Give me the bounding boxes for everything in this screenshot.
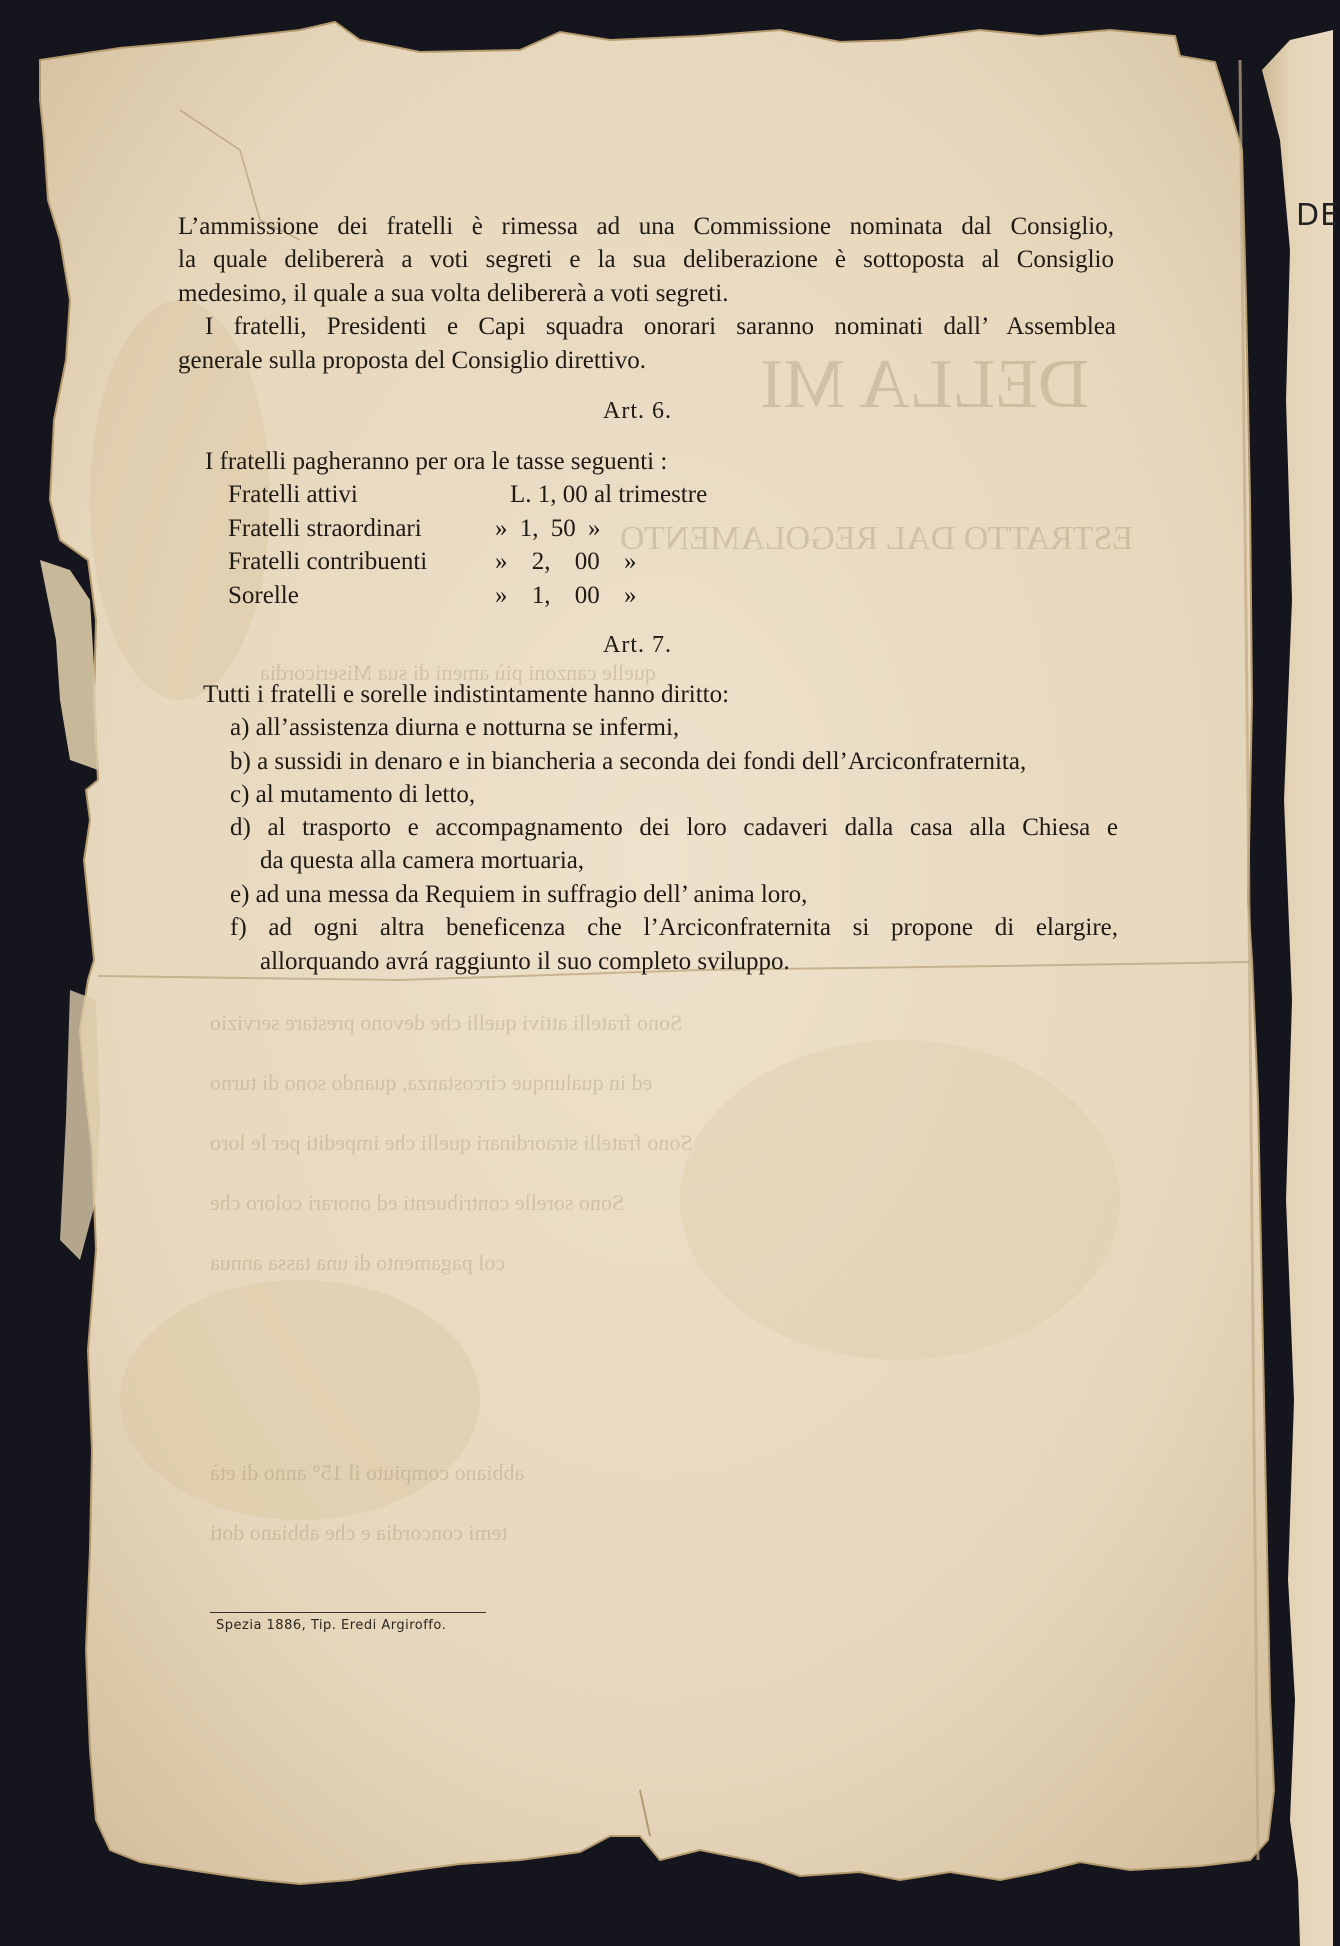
paragraph-line-5: generale sulla proposta del Consiglio direttivo.: [178, 347, 646, 374]
tax-amount-1: L. 1, 00 al trimestre: [510, 481, 708, 508]
art6-intro: I fratelli pagheranno per ora le tasse seguenti :: [205, 448, 668, 475]
art7-item-d: d) al trasporto e accompagnamento dei loro cadaveri dalla casa alla Chiesa e: [230, 814, 1118, 841]
tax-amount-2: » 1, 50 »: [495, 515, 601, 542]
art7-item-f: f) ad ogni altra beneficenza che l’Arciconfraternita si propone di elargire,: [230, 914, 1118, 941]
art7-item-c: c) al mutamento di letto,: [230, 781, 476, 808]
art6-heading: Art. 6.: [603, 398, 672, 424]
tax-amount-4: » 1, 00 »: [495, 582, 637, 609]
tax-label-4: Sorelle: [228, 582, 299, 609]
art7-item-e: e) ad una messa da Requiem in suffragio dell’ anima loro,: [230, 881, 808, 908]
tax-amount-3: » 2, 00 »: [495, 548, 637, 575]
art7-item-f-cont: allorquando avrá raggiunto il suo completo sviluppo.: [260, 948, 790, 975]
imprint-rule: [210, 1612, 486, 1613]
tax-label-2: Fratelli straordinari: [228, 515, 422, 542]
document-scene: DELLA MI ESTRATTO DAL REGOLAMENTO quelle canzoni più ameni di sua Misericordia Sono fratelli attivi quelli che devono prestare servizio ed in qualunque circostanza, quando sono di turno Sono fratelli straordinari quelli che impediti per le loro Sono sorelle contribuenti ed onorari coloro che col pagamento di una tassa annua abbiano compiuto il 15° anno di età temi concordia e che abbiano doti L’ammissione dei fratelli è rimessa ad una Commissione nominata dal Consiglio, la quale delibererà a voti segreti e la sua deliberazione è sottoposta al Consiglio medesimo, il quale a sua volta delibererà a voti segreti. I fratelli, Presidenti e Capi squadra onorari saranno nominati dall’ Assemblea generale sulla proposta del Consiglio direttivo. Art. 6. I fratelli pagheranno per ora le tasse seguenti : Fratelli attivi L. 1, 00 al trimestre Fratelli straordinari » 1, 50 » Fratelli contribuenti » 2, 00 » Sorelle » 1, 00 » Art. 7. Tutti i fratelli e sorelle indistintamente hanno diritto: a) all’assistenza diurna e notturna se infermi, b) a sussidi in denaro e in biancheria a seconda dei fondi dell’Arciconfraternita, c) al mutamento di letto, d) al trasporto e accompagnamento dei loro cadaveri dalla casa alla Chiesa e da questa alla camera mortuaria, e) ad una messa da Requiem in suffragio dell’ anima loro, f) ad ogni altra beneficenza che l’Arciconfraternita si propone di elargire, allorquando avrá raggiunto il suo completo sviluppo. Spezia 1886, Tip. Eredi Argiroffo. DE: [0, 0, 1333, 1946]
art7-heading: Art. 7.: [603, 632, 672, 658]
printer-imprint: Spezia 1886, Tip. Eredi Argiroffo.: [216, 1618, 447, 1633]
art7-item-b: b) a sussidi in denaro e in biancheria a seconda dei fondi dell’Arciconfraternita,: [230, 748, 1027, 775]
paragraph-line-2: la quale delibererà a voti segreti e la sua deliberazione è sottoposta al Consiglio: [178, 246, 1114, 273]
tax-label-3: Fratelli contribuenti: [228, 548, 428, 575]
paragraph-line-4: I fratelli, Presidenti e Capi squadra onorari saranno nominati dall’ Assemblea: [205, 313, 1116, 340]
art7-item-d-cont: da questa alla camera mortuaria,: [260, 847, 585, 874]
adjacent-page-fragment: DE: [1296, 198, 1340, 233]
paragraph-line-3: medesimo, il quale a sua volta delibererà a voti segreti.: [178, 280, 729, 307]
tax-label-1: Fratelli attivi: [228, 481, 358, 508]
art7-item-a: a) all’assistenza diurna e notturna se infermi,: [230, 714, 680, 741]
paragraph-line-1: L’ammissione dei fratelli è rimessa ad una Commissione nominata dal Consiglio,: [178, 213, 1114, 240]
art7-intro: Tutti i fratelli e sorelle indistintamente hanno diritto:: [203, 681, 730, 708]
